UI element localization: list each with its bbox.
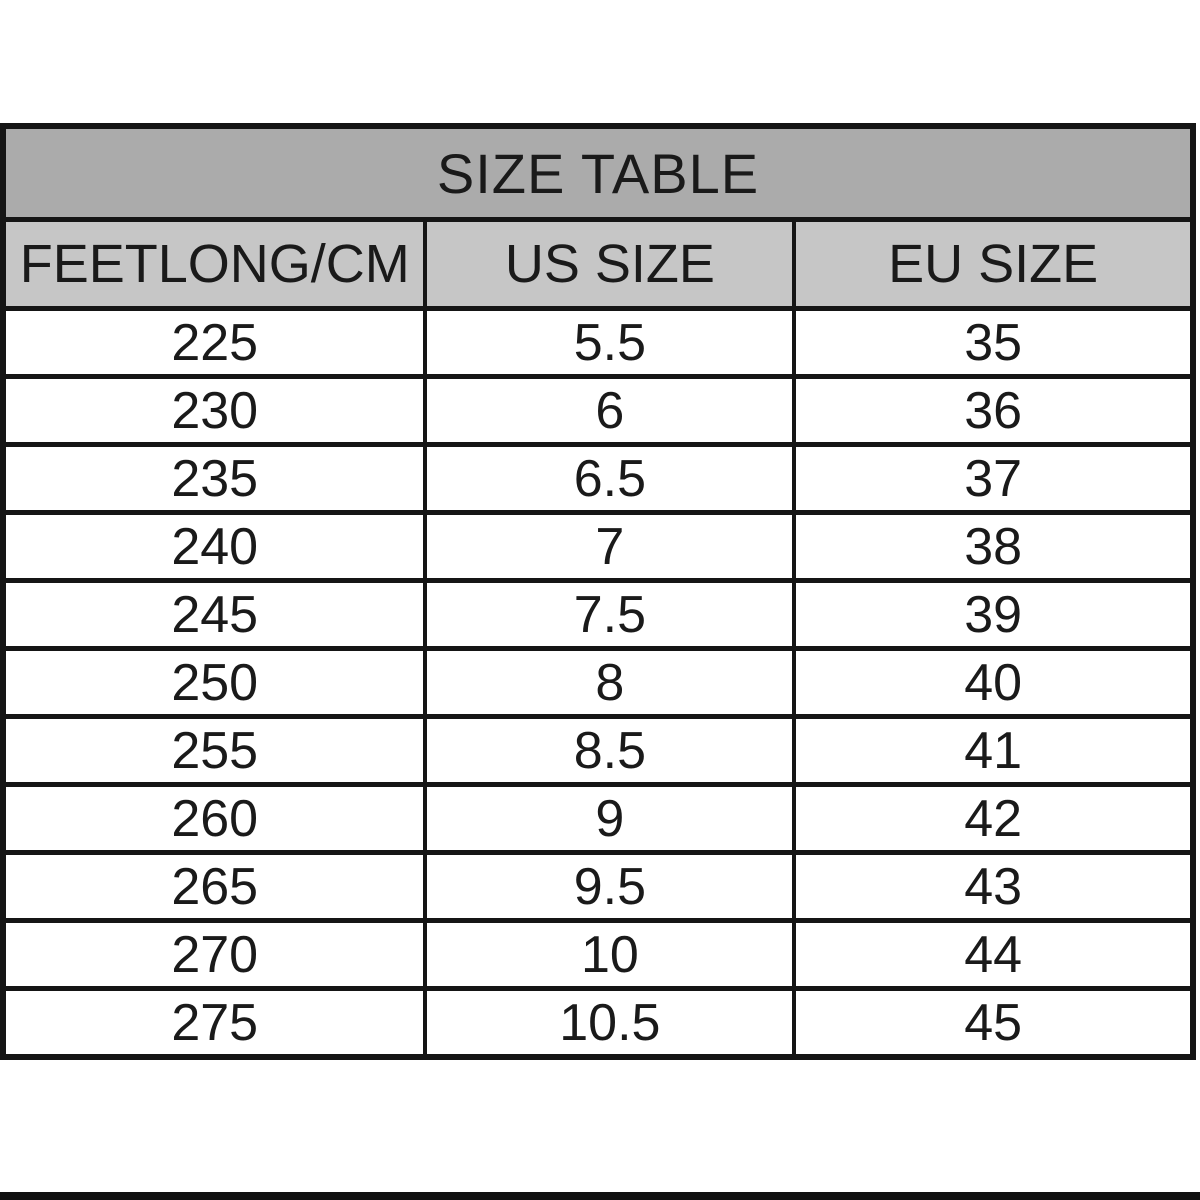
column-header-feetlong-cm: FEETLONG/CM (3, 220, 425, 309)
cell-us-size: 5.5 (425, 309, 794, 377)
cell-us-size: 7 (425, 513, 794, 581)
cell-feetlong: 270 (3, 921, 425, 989)
cell-eu-size: 43 (794, 853, 1193, 921)
table-row (3, 309, 1193, 377)
table-row (3, 989, 1193, 1058)
column-header-us-size: US SIZE (425, 220, 794, 309)
column-header-eu-size: EU SIZE (794, 220, 1193, 309)
cell-eu-size: 40 (794, 649, 1193, 717)
cell-eu-size: 35 (794, 309, 1193, 377)
column-header-row (3, 220, 1193, 309)
size-table-title: SIZE TABLE (3, 126, 1193, 220)
cell-eu-size: 45 (794, 989, 1193, 1058)
cell-eu-size: 36 (794, 377, 1193, 445)
cell-eu-size: 37 (794, 445, 1193, 513)
cell-us-size: 10.5 (425, 989, 794, 1058)
cell-us-size: 10 (425, 921, 794, 989)
cell-eu-size: 44 (794, 921, 1193, 989)
table-row (3, 513, 1193, 581)
title-row (3, 126, 1193, 220)
table-row (3, 377, 1193, 445)
cell-feetlong: 255 (3, 717, 425, 785)
cell-us-size: 6.5 (425, 445, 794, 513)
cell-eu-size: 42 (794, 785, 1193, 853)
cell-us-size: 8 (425, 649, 794, 717)
size-table (0, 123, 1196, 1060)
cell-feetlong: 250 (3, 649, 425, 717)
cell-us-size: 6 (425, 377, 794, 445)
table-row (3, 581, 1193, 649)
cell-eu-size: 38 (794, 513, 1193, 581)
cell-us-size: 9 (425, 785, 794, 853)
cell-feetlong: 245 (3, 581, 425, 649)
table-row (3, 445, 1193, 513)
cell-feetlong: 275 (3, 989, 425, 1058)
table-row (3, 717, 1193, 785)
table-row (3, 649, 1193, 717)
table-row (3, 853, 1193, 921)
cell-us-size: 8.5 (425, 717, 794, 785)
cell-us-size: 9.5 (425, 853, 794, 921)
cell-feetlong: 265 (3, 853, 425, 921)
cell-eu-size: 41 (794, 717, 1193, 785)
cell-feetlong: 240 (3, 513, 425, 581)
cell-eu-size: 39 (794, 581, 1193, 649)
cell-feetlong: 235 (3, 445, 425, 513)
size-table-body (3, 309, 1193, 1058)
cell-feetlong: 230 (3, 377, 425, 445)
table-row (3, 785, 1193, 853)
cell-us-size: 7.5 (425, 581, 794, 649)
cell-feetlong: 225 (3, 309, 425, 377)
table-row (3, 921, 1193, 989)
cell-feetlong: 260 (3, 785, 425, 853)
bottom-black-bar (0, 1192, 1200, 1200)
